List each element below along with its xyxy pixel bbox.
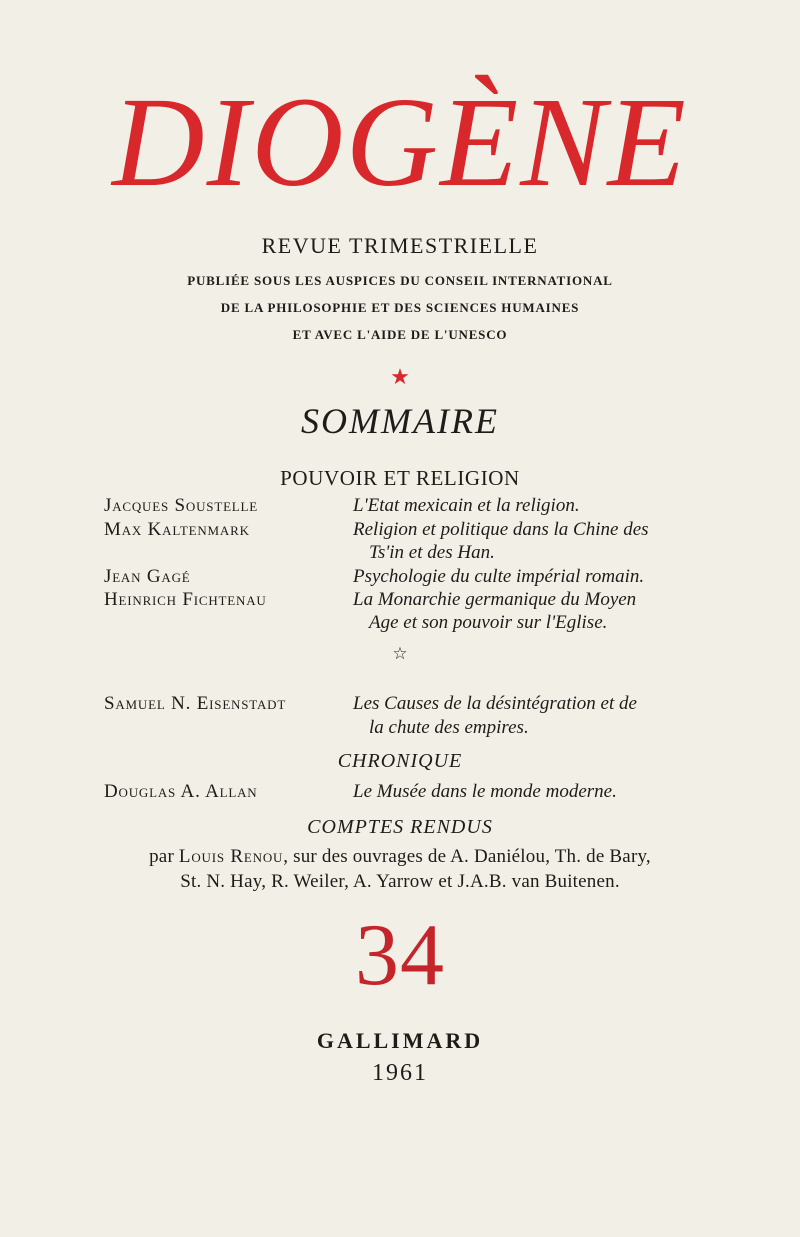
- comptes-author: Louis Renou: [178, 846, 284, 867]
- toc-author: Samuel N. Eisenstadt: [104, 693, 287, 714]
- publication-line-3: ET AVEC L'AIDE DE L'UNESCO: [292, 327, 508, 342]
- toc-author: Douglas A. Allan: [104, 781, 258, 802]
- sommaire-heading: SOMMAIRE: [301, 401, 499, 441]
- issue-number: 34: [355, 907, 445, 1004]
- star-outline-icon: ☆: [392, 644, 408, 663]
- journal-title: DIOGÈNE: [112, 71, 688, 213]
- section-title: POUVOIR ET RELIGION: [280, 466, 520, 490]
- toc-article-title: L'Etat mexicain et la religion.: [353, 495, 580, 516]
- toc-author: Jacques Soustelle: [104, 495, 259, 516]
- publication-line-1: PUBLIÉE SOUS LES AUSPICES DU CONSEIL INTERNATIONAL: [187, 273, 613, 288]
- toc-author: Max Kaltenmark: [104, 519, 250, 540]
- publisher: GALLIMARD: [316, 1028, 484, 1053]
- comptes-prefix: par: [149, 846, 179, 867]
- toc-article-title: Psychologie du culte impérial romain.: [353, 566, 645, 587]
- comptes-rendus-line-1: [0, 846, 800, 868]
- journal-subtitle: REVUE TRIMESTRIELLE: [261, 233, 539, 258]
- toc-author: Jean Gagé: [104, 566, 191, 587]
- comptes-rendus-heading: COMPTES RENDUS: [307, 816, 493, 838]
- toc-article-title: Les Causes de la désintégration et de: [353, 693, 637, 714]
- toc-article-title-cont: Age et son pouvoir sur l'Eglise.: [369, 612, 608, 633]
- publication-line-2: DE LA PHILOSOPHIE ET DES SCIENCES HUMAINES: [220, 300, 580, 315]
- toc-article-title-cont: la chute des empires.: [369, 717, 529, 738]
- chronique-heading: CHRONIQUE: [337, 750, 463, 772]
- publication-year: 1961: [372, 1060, 428, 1086]
- toc-author: Heinrich Fichtenau: [104, 589, 267, 610]
- star-icon: ★: [390, 364, 410, 389]
- toc-article-title: Le Musée dans le monde moderne.: [353, 781, 617, 802]
- toc-article-title-cont: Ts'in et des Han.: [369, 542, 495, 563]
- toc-article-title: Religion et politique dans la Chine des: [353, 519, 649, 540]
- comptes-rendus-line-2: St. N. Hay, R. Weiler, A. Yarrow et J.A.B. van Buitenen.: [180, 871, 620, 892]
- toc-article-title: La Monarchie germanique du Moyen: [353, 589, 637, 610]
- comptes-rest: , sur des ouvrages de A. Daniélou, Th. de Bary,: [283, 846, 651, 867]
